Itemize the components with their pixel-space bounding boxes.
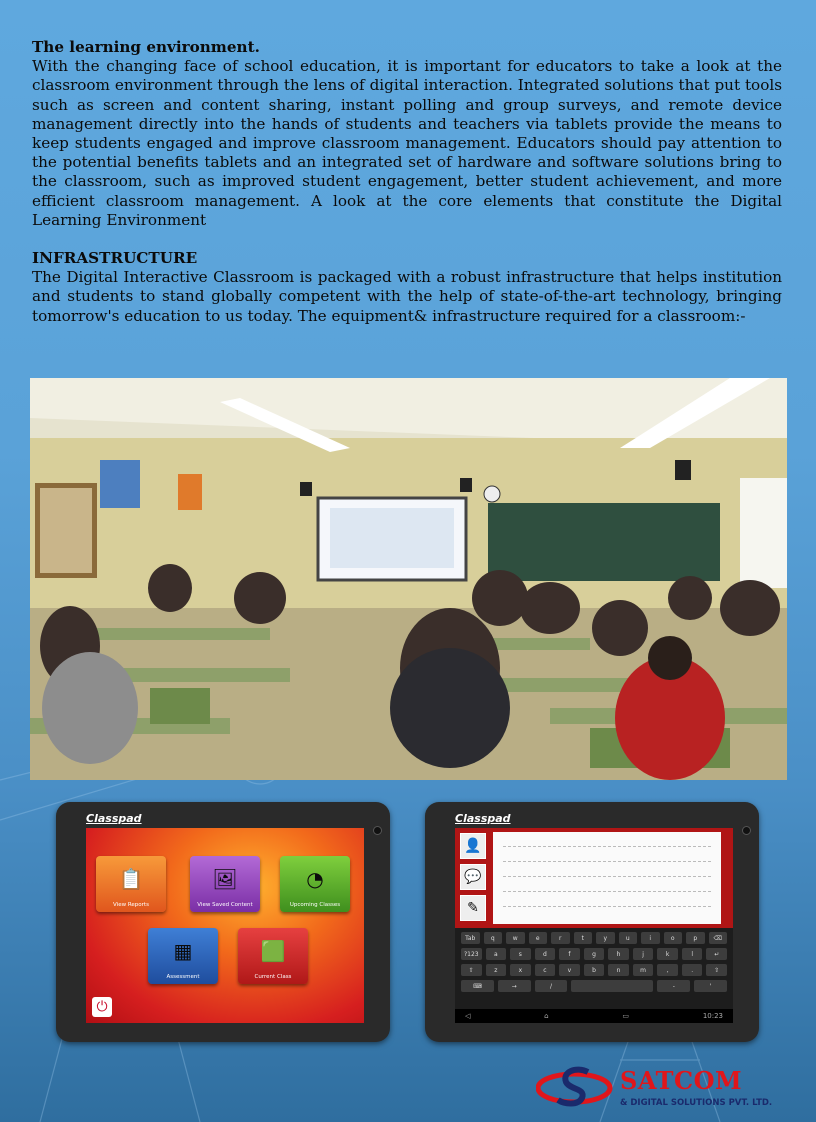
- section-heading-infrastructure: INFRASTRUCTURE: [32, 249, 198, 268]
- text-content: [32, 38, 782, 326]
- keyboard-key[interactable]: ⌨: [461, 980, 494, 992]
- keyboard-key[interactable]: ?123: [461, 948, 482, 960]
- keyboard-key[interactable]: d: [535, 948, 556, 960]
- section-body-infrastructure: The Digital Interactive Classroom is packaged with a robust infrastructure that helps institution and students to stand globally competent with the help of state-of-the-art technology, bringing tomorrow's education to us today. The equipment& infrastructure required for a classroom:-: [32, 268, 782, 325]
- keyboard-key[interactable]: v: [559, 964, 580, 976]
- keyboard-key[interactable]: a: [486, 948, 507, 960]
- classroom-photo: [30, 378, 787, 780]
- keyboard-row: [455, 948, 733, 960]
- keyboard-key[interactable]: ⇧: [461, 964, 482, 976]
- tile-label: Upcoming Classes: [289, 902, 341, 908]
- note-area: [489, 828, 733, 928]
- chat-icon[interactable]: 💬: [460, 864, 486, 890]
- company-name: SATCOM: [620, 1066, 743, 1095]
- satcom-logo-mark: [536, 1064, 616, 1108]
- report-icon: 📋: [118, 867, 144, 891]
- keyboard-key[interactable]: x: [510, 964, 531, 976]
- keyboard-key[interactable]: o: [664, 932, 683, 944]
- onscreen-keyboard: [455, 932, 733, 996]
- keyboard-key[interactable]: u: [619, 932, 638, 944]
- keyboard-key[interactable]: k: [657, 948, 678, 960]
- image-icon: 🖼: [212, 867, 238, 891]
- keyboard-key[interactable]: q: [484, 932, 503, 944]
- keyboard-key[interactable]: y: [596, 932, 615, 944]
- current-class-tile[interactable]: [238, 928, 308, 984]
- user-icon[interactable]: 👤: [460, 833, 486, 859]
- company-logo: [536, 1064, 806, 1114]
- company-subtitle: & DIGITAL SOLUTIONS PVT. LTD.: [620, 1098, 773, 1108]
- edit-icon[interactable]: ✎: [460, 895, 486, 921]
- tablet-brand: Classpad: [86, 812, 142, 825]
- view-saved-content-tile[interactable]: [190, 856, 260, 912]
- keyboard-key[interactable]: ⇧: [706, 964, 727, 976]
- tablet-keyboard-screen: [425, 802, 759, 1042]
- tile-label: Current Class: [254, 974, 292, 980]
- keyboard-key[interactable]: h: [608, 948, 629, 960]
- view-reports-tile[interactable]: [96, 856, 166, 912]
- assessment-tile[interactable]: [148, 928, 218, 984]
- clock: 10:23: [702, 1012, 723, 1020]
- recent-icon[interactable]: ▭: [622, 1012, 630, 1020]
- keyboard-key[interactable]: ': [694, 980, 727, 992]
- section-heading-learning-environment: The learning environment.: [32, 38, 260, 56]
- back-icon[interactable]: ◁: [465, 1012, 471, 1020]
- keyboard-key[interactable]: e: [529, 932, 548, 944]
- keyboard-key[interactable]: m: [633, 964, 654, 976]
- space-key[interactable]: [571, 980, 653, 992]
- camera-icon: [742, 826, 751, 835]
- tablet-brand: Classpad: [455, 812, 511, 825]
- keyboard-key[interactable]: z: [486, 964, 507, 976]
- keyboard-key[interactable]: l: [682, 948, 703, 960]
- keyboard-key[interactable]: i: [641, 932, 660, 944]
- blocks-icon: ▦: [173, 939, 193, 963]
- home-icon[interactable]: ⌂: [544, 1012, 549, 1020]
- keyboard-key[interactable]: .: [682, 964, 703, 976]
- keyboard-key[interactable]: →: [498, 980, 531, 992]
- keyboard-key[interactable]: ⌫: [709, 932, 728, 944]
- tablet-screen: [455, 828, 733, 1023]
- tile-label: View Saved Content: [197, 902, 253, 908]
- tile-label: View Reports: [113, 902, 149, 908]
- keyboard-key[interactable]: s: [510, 948, 531, 960]
- note-sheet[interactable]: [493, 832, 721, 924]
- keyboard-key[interactable]: g: [584, 948, 605, 960]
- keyboard-key[interactable]: j: [633, 948, 654, 960]
- side-toolbar: [455, 828, 489, 928]
- keyboard-row: [455, 980, 733, 992]
- keyboard-key[interactable]: ↵: [706, 948, 727, 960]
- keyboard-key[interactable]: f: [559, 948, 580, 960]
- keyboard-key[interactable]: w: [506, 932, 525, 944]
- keyboard-key[interactable]: r: [551, 932, 570, 944]
- camera-icon: [373, 826, 382, 835]
- keyboard-key[interactable]: c: [535, 964, 556, 976]
- keyboard-key[interactable]: ,: [657, 964, 678, 976]
- tile-label: Assessment: [166, 974, 200, 980]
- chalkboard-icon: 🟩: [260, 939, 286, 963]
- keyboard-key[interactable]: t: [574, 932, 593, 944]
- upcoming-classes-tile[interactable]: [280, 856, 350, 912]
- keyboard-key[interactable]: Tab: [461, 932, 480, 944]
- keyboard-key[interactable]: -: [657, 980, 690, 992]
- keyboard-key[interactable]: p: [686, 932, 705, 944]
- pie-chart-icon: ◔: [306, 867, 324, 891]
- keyboard-key[interactable]: /: [535, 980, 568, 992]
- keyboard-key[interactable]: b: [584, 964, 605, 976]
- keyboard-key[interactable]: n: [608, 964, 629, 976]
- tablet-home-screen: [56, 802, 390, 1042]
- keyboard-row: [455, 964, 733, 976]
- keyboard-row: [455, 932, 733, 944]
- tablet-screen: [86, 828, 364, 1023]
- system-nav-bar: [455, 1009, 733, 1023]
- power-icon[interactable]: ⏻: [92, 997, 112, 1017]
- section-body-learning-environment: With the changing face of school education, it is important for educators to take a look at the classroom environment through the lens of digital interaction. Integrated solutions that put tools such as screen and content sharing, instant polling and group surveys, and remote device management directly into the hands of students and teachers via tablets provide the means to keep students engaged and improve classroom management. Educators should pay attention to the potential benefits tablets and an integrated set of hardware and software solutions bring to the classroom, such as improved student engagement, better student achievement, and more efficient classroom management. A look at the core elements that constitute the Digital Learning Environment: [32, 57, 782, 229]
